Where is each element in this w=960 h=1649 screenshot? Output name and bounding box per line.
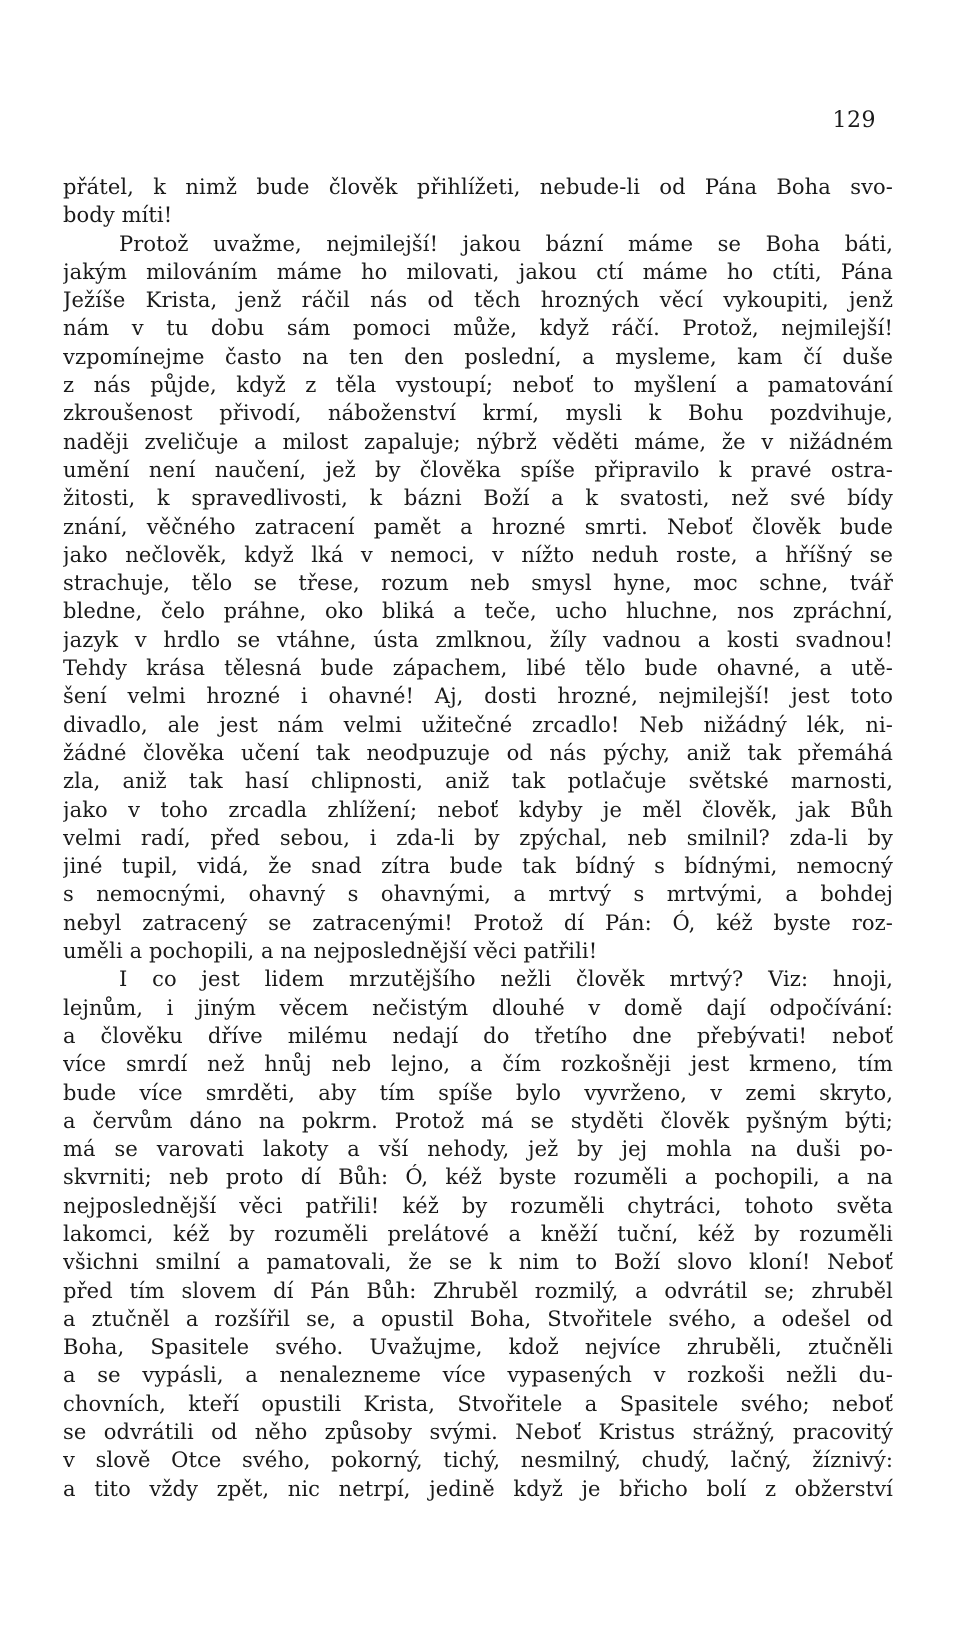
text-line: jako v toho zrcadla zhlížení; neboť kdyby je měl člověk, jak Bůh	[63, 797, 893, 822]
text-line: šení velmi hrozné i ohavné! Aj, dosti hrozné, nejmilejší! jest toto	[63, 684, 893, 709]
text-line: jazyk v hrdlo se vtáhne, ústa zmlknou, žíly vadnou a kosti svadnou!	[63, 627, 893, 652]
text-line: všichni smilní a pamatovali, že se k nim to Boží slovo kloní! Neboť	[63, 1250, 893, 1275]
text-line: nebyl zatracený se zatracenými! Protož dí Pán: Ó, kéž byste roz-	[63, 910, 893, 935]
text-line: a ztučněl a rozšířil se, a opustil Boha, Stvořitele svého, a odešel od	[63, 1306, 893, 1331]
text-line: Tehdy krása tělesná bude zápachem, libé tělo bude ohavné, a utě-	[63, 656, 893, 681]
text-line: s nemocnými, ohavný s ohavnými, a mrtvý s mrtvými, a bohdej	[63, 882, 893, 907]
paragraph-start-line: Protož uvažme, nejmilejší! jakou bázní máme se Boha báti,	[119, 231, 893, 256]
text-line: a člověku dříve milému nedají do třetího dne přebývati! neboť	[63, 1023, 893, 1048]
text-line: divadlo, ale jest nám velmi užitečné zrcadlo! Neb nižádný lék, ni-	[63, 712, 893, 737]
text-line: více smrdí než hnůj neb lejno, a čím rozkošněji jest krmeno, tím	[63, 1052, 893, 1077]
text-line: uměli a pochopili, a na nejposlednější věci patřili!	[63, 939, 598, 964]
text-line: Ježíše Krista, jenž ráčil nás od těch hrozných věcí vykoupiti, jenž	[63, 288, 893, 313]
text-line: lakomci, kéž by rozuměli prelátové a kněží tuční, kéž by rozuměli	[63, 1221, 893, 1246]
text-line: v slově Otce svého, pokorný, tichý, nesmilný, chudý, lačný, žíznivý:	[63, 1448, 893, 1473]
text-line: před tím slovem dí Pán Bůh: Zhruběl rozmilý, a odvrátil se; zhruběl	[63, 1278, 893, 1303]
text-line: lejnům, i jiným věcem nečistým dlouhé v domě dají odpočívání:	[63, 995, 893, 1020]
text-line: a se vypásli, a nenalezneme více vypasených v rozkoši nežli du-	[63, 1363, 893, 1388]
text-line: naději zveličuje a milost zapaluje; nýbrž věděti máme, že v nižádném	[63, 429, 893, 454]
text-line: má se varovati lakoty a vší nehody, jež by jej mohla na duši po-	[63, 1137, 893, 1162]
page-number: 129	[832, 108, 876, 133]
text-line: jiné tupil, vidá, že snad zítra bude tak bídný s bídnými, nemocný	[63, 854, 893, 879]
text-line: chovních, kteří opustili Krista, Stvořitele a Spasitele svého; neboť	[63, 1391, 893, 1416]
text-line: umění není naučení, jež by člověka spíše připravilo k pravé ostra-	[63, 457, 893, 482]
text-line: žádné člověka učení tak neodpuzuje od nás pýchy, aniž tak přemáhá	[63, 740, 893, 765]
text-line: vzpomínejme často na ten den poslední, a mysleme, kam čí duše	[63, 344, 893, 369]
text-line: a červům dáno na pokrm. Protož má se styděti člověk pyšným býti;	[63, 1108, 893, 1133]
text-line: bude více smrděti, aby tím spíše bylo vyvrženo, v zemi skryto,	[63, 1080, 893, 1105]
text-line: nejposlednější věci patřili! kéž by rozuměli chytráci, tohoto světa	[63, 1193, 893, 1218]
body-text	[63, 173, 893, 1503]
text-line: strachuje, tělo se třese, rozum neb smysl hyne, moc schne, tvář	[63, 571, 893, 596]
text-line: jakým milováním máme ho milovati, jakou ctí máme ho ctíti, Pána	[63, 259, 893, 284]
text-line: se odvrátili od něho způsoby svými. Neboť Kristus strážný, pracovitý	[63, 1420, 893, 1445]
text-line: zkroušenost přivodí, náboženství krmí, mysli k Bohu pozdvihuje,	[63, 401, 893, 426]
paragraph-start-line: I co jest lidem mrzutějšího nežli člověk mrtvý? Viz: hnoji,	[119, 967, 893, 992]
text-line: zla, aniž tak hasí chlipnosti, aniž tak potlačuje světské marnosti,	[63, 769, 893, 794]
text-line: velmi radí, před sebou, i zda-li by zpýchal, neb smilnil? zda-li by	[63, 825, 893, 850]
text-line: Boha, Spasitele svého. Uvažujme, kdož nejvíce zhruběli, ztučněli	[63, 1335, 893, 1360]
text-line: z nás půjde, když z těla vystoupí; neboť to myšlení a pamatování	[63, 373, 893, 398]
text-line: skvrniti; neb proto dí Bůh: Ó, kéž byste rozuměli a pochopili, a na	[63, 1165, 893, 1190]
text-line: znání, věčného zatracení pamět a hrozné smrti. Neboť člověk bude	[63, 514, 893, 539]
text-line: nám v tu dobu sám pomoci může, když ráčí. Protož, nejmilejší!	[63, 316, 893, 341]
text-line: bledne, čelo práhne, oko bliká a teče, ucho hluchne, nos zpráchní,	[63, 599, 893, 624]
text-line: body míti!	[63, 203, 173, 228]
text-line: jako nečlověk, když lká v nemoci, v nížto neduh roste, a hříšný se	[63, 542, 893, 567]
text-line: žitosti, k spravedlivosti, k bázni Boží a k svatosti, než své bídy	[63, 486, 893, 511]
text-line: přátel, k nimž bude člověk přihlížeti, nebude-li od Pána Boha svo-	[63, 175, 893, 199]
text-line: a tito vždy zpět, nic netrpí, jedině když je břicho bolí z obžerství	[63, 1476, 893, 1501]
